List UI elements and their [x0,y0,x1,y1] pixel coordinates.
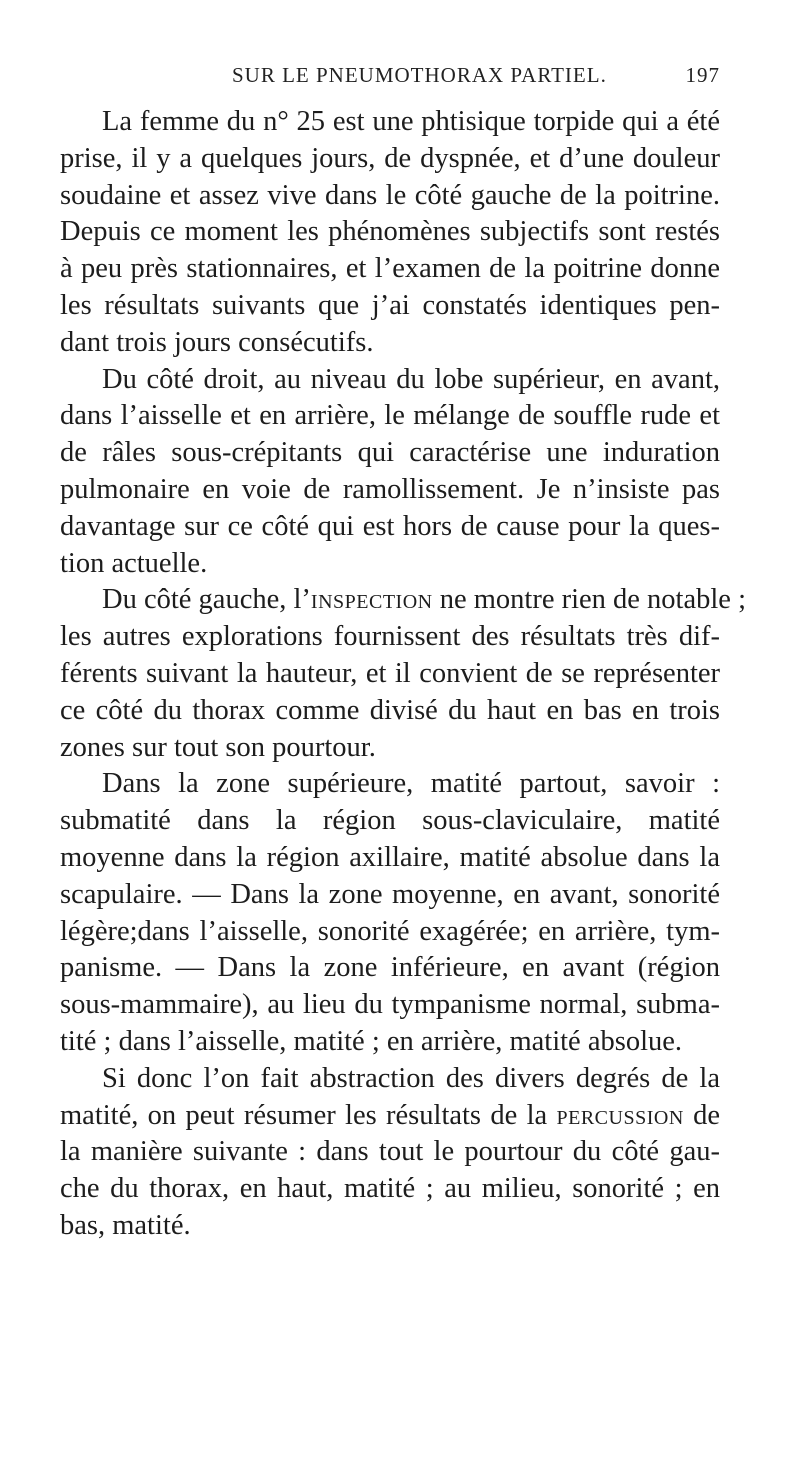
text-line: prise, il y a quelques jours, de dyspnée, et d’une douleur [60,142,720,174]
text-line: panisme. — Dans la zone inférieure, en avant (région [60,952,720,984]
text-line: Depuis ce moment les phénomènes subjectifs sont restés [60,216,720,248]
text-line: de râles sous-crépitants qui caractérise une induration [60,437,720,469]
text-line: sous-mammaire), au lieu du tympanisme normal, subma- [60,989,720,1021]
paragraph-2 [60,362,720,583]
text-line: soudaine et assez vive dans le côté gauche de la poitrine. [60,179,720,211]
page-number: 197 [685,63,720,87]
text-line: tion actuelle. [60,547,208,579]
text-line: moyenne dans la région axillaire, matité absolue dans la [60,841,720,873]
text-run: Du côté gauche, l’ [102,584,311,616]
text-line: zones sur tout son pourtour. [60,731,376,763]
text-line: bas, matité. [60,1209,191,1241]
text-line: dans l’aisselle et en arrière, le mélange de souffle rude et [60,400,720,432]
text-run: de [683,1099,721,1131]
text-line: La femme du n° 25 est une phtisique torpide qui a été [102,106,720,137]
text-line [60,582,746,619]
text-line: Dans la zone supérieure, matité partout, savoir : [102,768,720,800]
text-line: ce côté du thorax comme divisé du haut en bas en trois [60,694,720,726]
text-line: submatité dans la région sous-claviculaire, matité [60,805,720,837]
text-line: dant trois jours consécutifs. [60,326,374,358]
paragraph-3 [60,582,746,766]
text-line: les résultats suivants que j’ai constatés identiques pen- [60,289,720,321]
text-run: matité, on peut résumer les résultats de la [60,1099,557,1131]
paragraph-1 [60,104,720,362]
running-head [60,63,720,93]
text-line: à peu près stationnaires, et l’examen de la poitrine donne [60,253,720,285]
body-text [60,104,746,1245]
text-line: pulmonaire en voie de ramollissement. Je n’insiste pas [60,473,720,505]
text-line: che du thorax, en haut, matité ; au milieu, sonorité ; en [60,1173,720,1205]
text-line: Si donc l’on fait abstraction des divers degrés de la [102,1062,720,1094]
text-line: scapulaire. — Dans la zone moyenne, en avant, sonorité [60,878,720,910]
paragraph-5 [60,1061,720,1245]
small-caps-term: inspection [310,584,433,616]
text-line: les autres explorations fournissent des résultats très dif- [60,621,720,653]
small-caps-term: percussion [556,1099,684,1131]
text-line: davantage sur ce côté qui est hors de cause pour la ques- [60,510,720,542]
text-line [60,1098,720,1135]
text-line: légère;dans l’aisselle, sonorité exagérée; en arrière, tym- [60,915,720,947]
text-line: la manière suivante : dans tout le pourtour du côté gau- [60,1136,720,1168]
text-run: ne montre rien de notable ; [432,584,746,616]
paragraph-4 [60,766,720,1060]
running-head-title: SUR LE PNEUMOTHORAX PARTIEL. [232,63,607,87]
text-line: férents suivant la hauteur, et il convient de se représenter [60,657,720,689]
text-line: tité ; dans l’aisselle, matité ; en arrière, matité absolue. [60,1025,683,1057]
text-line: Du côté droit, au niveau du lobe supérieur, en avant, [102,363,720,395]
